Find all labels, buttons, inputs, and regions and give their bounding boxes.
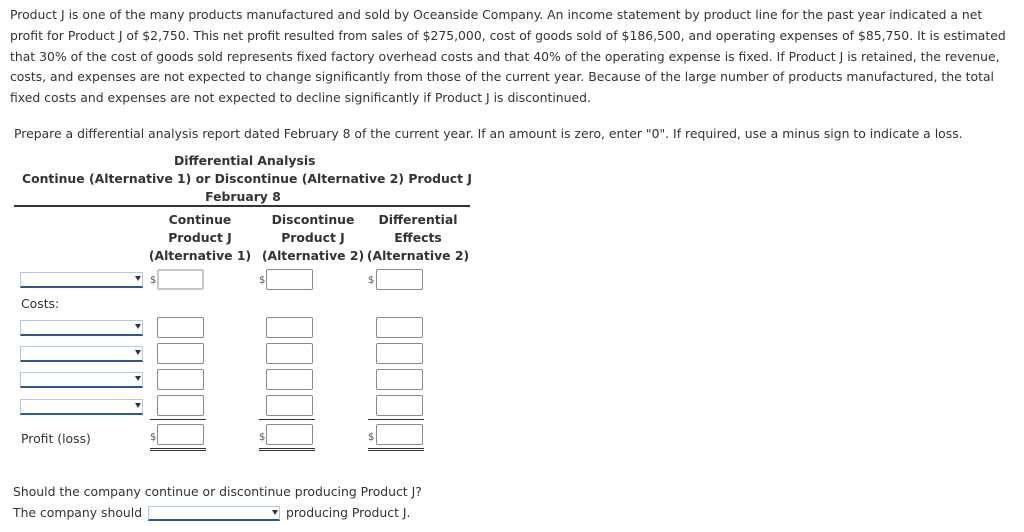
dollar-sign: $ (259, 275, 266, 286)
chevron-down-icon (135, 403, 141, 408)
chevron-down-icon (135, 276, 141, 281)
header-rule (14, 205, 470, 207)
decision-question: Should the company continue or discontinue producing Product J? (13, 484, 422, 499)
total-double-rule (259, 448, 315, 451)
profit-continue-input[interactable] (157, 424, 204, 445)
decision-prefix: The company should (13, 505, 143, 520)
subtotal-rule (368, 419, 424, 420)
cost-line-2-dropdown[interactable] (20, 346, 143, 362)
cost-1-discontinue-input[interactable] (266, 317, 313, 338)
revenue-line-dropdown[interactable] (20, 272, 143, 288)
chevron-down-icon (135, 324, 141, 329)
costs-label: Costs: (21, 296, 60, 311)
revenue-discontinue-input[interactable] (266, 269, 313, 290)
column-header-differential (366, 211, 470, 265)
col2-line3: (Alternative 2) (261, 248, 365, 263)
report-date: February 8 (205, 189, 281, 204)
cost-2-continue-input[interactable] (157, 343, 204, 364)
profit-loss-label: Profit (loss) (21, 431, 91, 446)
cost-4-differential-input[interactable] (376, 395, 423, 416)
cost-3-discontinue-input[interactable] (266, 369, 313, 390)
cost-3-differential-input[interactable] (376, 369, 423, 390)
cost-4-continue-input[interactable] (157, 395, 204, 416)
col1-line3: (Alternative 1) (148, 248, 252, 263)
revenue-continue-input[interactable] (157, 269, 204, 290)
col3-line3: (Alternative 2) (366, 248, 470, 263)
col1-line1: Continue (168, 212, 232, 227)
revenue-differential-input[interactable] (376, 269, 423, 290)
cost-line-3-dropdown[interactable] (20, 372, 143, 388)
cost-3-continue-input[interactable] (157, 369, 204, 390)
cost-2-differential-input[interactable] (376, 343, 423, 364)
cost-line-4-dropdown[interactable] (20, 399, 143, 415)
dollar-sign: $ (259, 432, 266, 443)
cost-4-discontinue-input[interactable] (266, 395, 313, 416)
decision-dropdown[interactable] (148, 506, 280, 521)
profit-discontinue-input[interactable] (266, 424, 313, 445)
subtotal-rule (150, 419, 206, 420)
col3-line1: Differential (378, 212, 458, 227)
problem-statement: Product J is one of the many products manufactured and sold by Oceanside Company. An income statement by product line for the past year indicated a net profit for Product J of $2,750. This net profit resulted from sales of $275,000, cost of goods sold of $186,500, and operating expenses of $85,750. It is estimated that 30% of the cost of goods sold represents fixed factory overhead costs and that 40% of the operating expense is fixed. If Product J is retained, the revenue, costs, and expenses are not expected to change significantly from those of the current year. Because of the large number of products manufactured, the total fixed costs and expenses are not expected to decline significantly if Product J is discontinued. (10, 7, 1006, 106)
cost-1-differential-input[interactable] (376, 317, 423, 338)
subtotal-rule (259, 419, 315, 420)
cost-1-continue-input[interactable] (157, 317, 204, 338)
cost-line-1-dropdown[interactable] (20, 320, 143, 336)
dollar-sign: $ (150, 432, 157, 443)
decision-suffix: producing Product J. (286, 505, 411, 520)
chevron-down-icon (272, 510, 278, 515)
chevron-down-icon (135, 376, 141, 381)
col1-line2: Product J (168, 230, 232, 245)
dollar-sign: $ (150, 275, 157, 286)
report-subtitle: Continue (Alternative 1) or Discontinue (Alternative 2) Product J (22, 171, 472, 186)
col2-line2: Product J (281, 230, 345, 245)
dollar-sign: $ (368, 432, 375, 443)
column-header-discontinue (257, 211, 369, 265)
total-double-rule (150, 448, 206, 451)
decision-answer-line (13, 505, 410, 521)
instructions: Prepare a differential analysis report dated February 8 of the current year. If an amount is zero, enter "0". If required, use a minus sign to indicate a loss. (14, 126, 963, 141)
cost-2-discontinue-input[interactable] (266, 343, 313, 364)
col3-line2: Effects (394, 230, 442, 245)
total-double-rule (368, 448, 424, 451)
column-header-continue (148, 211, 252, 265)
col2-line1: Discontinue (271, 212, 355, 227)
dollar-sign: $ (368, 275, 375, 286)
chevron-down-icon (135, 350, 141, 355)
report-title: Differential Analysis (174, 153, 316, 168)
profit-differential-input[interactable] (376, 424, 423, 445)
